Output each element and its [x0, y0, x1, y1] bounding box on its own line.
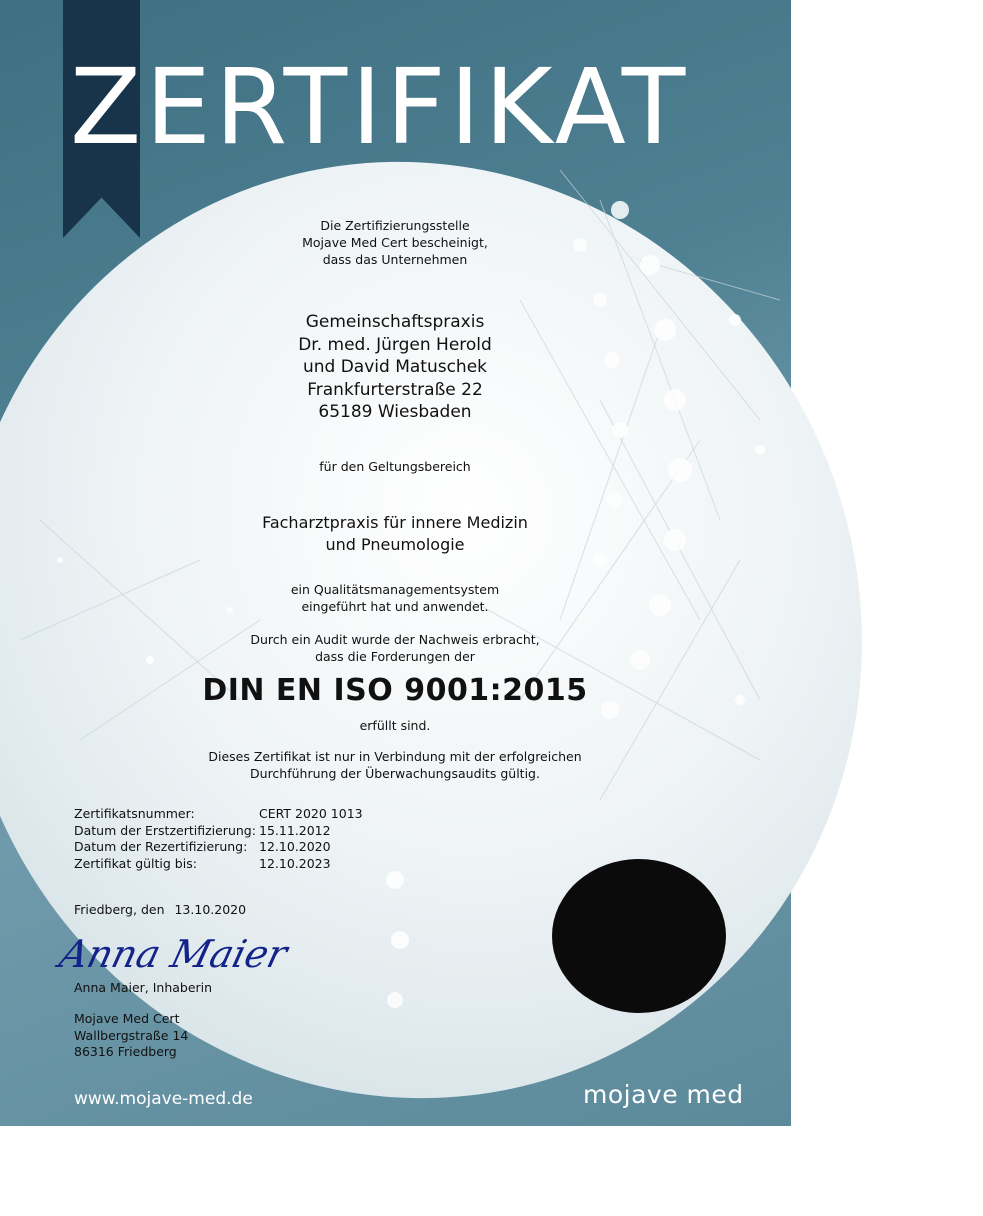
fulfilled-text: erfüllt sind.: [359, 718, 431, 733]
place-date-label: Friedberg, den: [74, 902, 165, 917]
audit-line: dass die Forderungen der: [315, 649, 475, 664]
detail-value: 12.10.2020: [259, 839, 331, 854]
note-line: Dieses Zertifikat ist nur in Verbindung mit der erfolgreichen: [208, 749, 582, 764]
place-date: [74, 902, 246, 917]
mojave-med-logo: mojave med: [583, 1080, 744, 1109]
company-line: 65189 Wiesbaden: [318, 402, 472, 422]
qms-text: [180, 581, 610, 615]
company-block: [180, 311, 610, 424]
company-line: und David Matuschek: [302, 357, 488, 377]
place-date-value: 13.10.2020: [174, 902, 247, 917]
qms-line: ein Qualitätsmanagementsystem: [290, 582, 500, 597]
issuer-line: 86316 Friedberg: [74, 1044, 177, 1059]
company-line: Frankfurterstraße 22: [307, 379, 483, 400]
validity-note: [130, 748, 660, 782]
audit-line: Durch ein Audit wurde der Nachweis erbracht,: [250, 632, 540, 647]
company-line: Gemeinschaftspraxis: [305, 312, 485, 332]
norm-standard: DIN EN ISO 9001:2015: [202, 673, 588, 708]
intro-line: Die Zertifizierungsstelle: [320, 218, 470, 233]
issuer-address: [74, 1011, 188, 1061]
handwritten-signature: [55, 925, 292, 985]
detail-label: Zertifikatsnummer:: [74, 806, 195, 821]
detail-value: 15.11.2012: [259, 822, 331, 838]
issuer-line: Wallbergstraße 14: [74, 1027, 189, 1043]
scope-line: Facharztpraxis für innere Medizin: [262, 513, 528, 532]
company-line: Dr. med. Jürgen Herold: [298, 334, 492, 355]
scope-line: und Pneumologie: [325, 535, 465, 554]
detail-label: Datum der Erstzertifizierung:: [74, 822, 256, 838]
intro-text: [180, 217, 610, 268]
intro-line: dass das Unternehmen: [322, 252, 468, 267]
intro-line: Mojave Med Cert bescheinigt,: [302, 235, 488, 250]
detail-label: Datum der Rezertifizierung:: [74, 839, 248, 854]
scope-block: [180, 512, 610, 556]
signatory: Anna Maier, Inhaberin: [74, 980, 213, 995]
scope-label: für den Geltungsbereich: [319, 459, 471, 474]
details-values: [259, 806, 363, 872]
certificate-title: ZERTIFIKAT: [70, 46, 690, 168]
signature-text: Anna Maier: [55, 932, 292, 977]
website-link[interactable]: www.mojave-med.de: [74, 1089, 253, 1109]
issuer-line: Mojave Med Cert: [74, 1011, 180, 1026]
detail-value: 12.10.2023: [259, 855, 331, 871]
audit-text: [180, 631, 610, 665]
details-labels: [74, 806, 256, 872]
detail-label: Zertifikat gültig bis:: [74, 855, 197, 871]
detail-value: CERT 2020 1013: [259, 806, 363, 821]
qms-line: eingeführt hat und anwendet.: [301, 599, 489, 614]
note-line: Durchführung der Überwachungsaudits gültig.: [250, 766, 540, 781]
certificate-seal: [552, 859, 726, 1013]
